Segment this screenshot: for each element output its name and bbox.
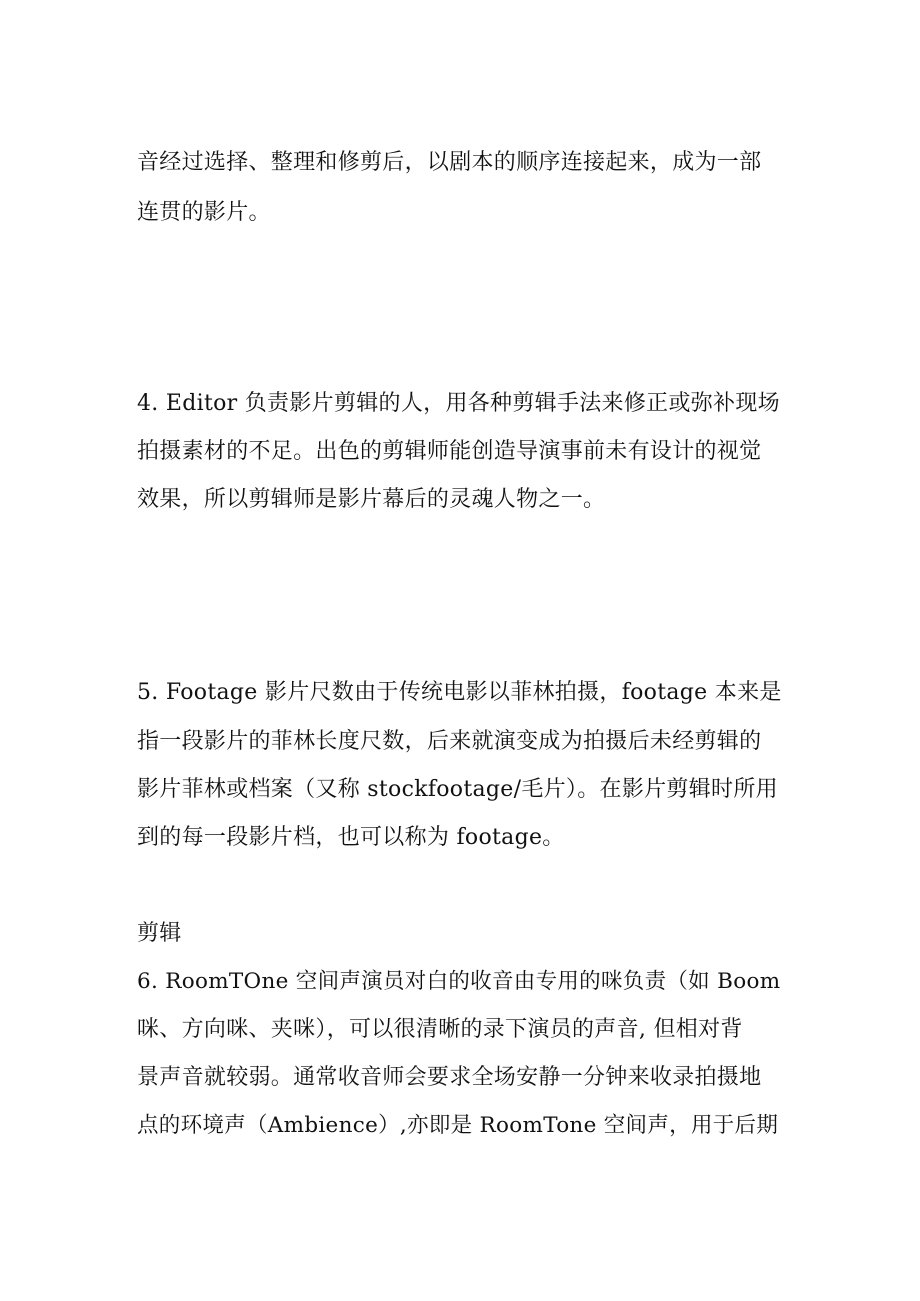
text-line: 音经过选择、整理和修剪后，以剧本的顺序连接起来，成为一部 [137,150,762,175]
section-heading: 剪辑 [137,921,182,946]
text-line: 4. Editor 负责影片剪辑的人，用各种剪辑手法来修正或弥补现场 [137,391,780,416]
text-line: 影片菲林或档案（又称 stockfootage/毛片）。在影片剪辑时所用 [137,777,778,802]
text-line: 拍摄素材的不足。出色的剪辑师能创造导演事前未有设计的视觉 [137,439,762,464]
text-line: 连贯的影片。 [137,200,271,225]
text-line: 点的环境声（Ambience）,亦即是 RoomTone 空间声，用于后期 [137,1113,779,1138]
text-line: 指一段影片的菲林长度尺数，后来就演变成为拍摄后未经剪辑的 [137,729,762,754]
text-line: 咪、方向咪、夹咪），可以很清晰的录下演员的声音, 但相对背 [137,1017,743,1042]
text-line: 效果，所以剪辑师是影片幕后的灵魂人物之一。 [137,487,606,512]
text-line: 5. Footage 影片尺数由于传统电影以菲林拍摄，footage 本来是 [137,680,782,705]
text-line: 景声音就较弱。通常收音师会要求全场安静一分钟来收录拍摄地 [137,1065,762,1090]
text-line: 6. RoomTOne 空间声演员对白的收音由专用的咪负责（如 Boom [137,969,781,994]
text-line: 到的每一段影片档，也可以称为 footage。 [137,825,565,850]
